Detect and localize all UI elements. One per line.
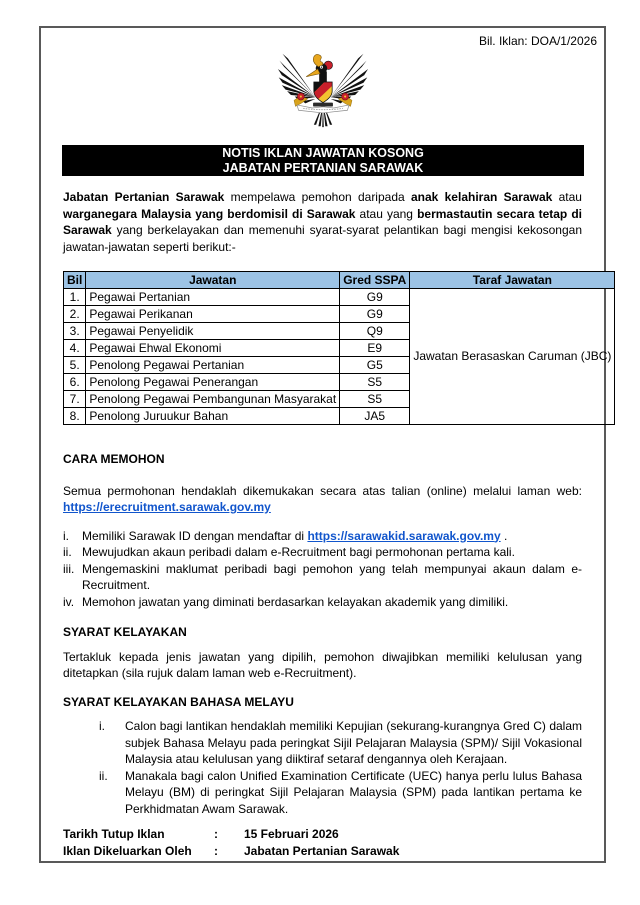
cell-bil: 1. [64, 289, 86, 306]
list-marker: iv. [63, 594, 75, 609]
heading-cara-memohon: CARA MEMOHON [63, 452, 165, 466]
cell-gred: S5 [340, 391, 410, 408]
hyperlink[interactable]: https://erecruitment.sarawak.gov.my [63, 500, 271, 514]
list-item-text: Manakala bagi calon Unified Examination Certificate (UEC) hanya perlu lulus Bahasa Melayu (BM) di peringkat Sijil Pelajaran Malaysia (SPM) pada lantikan pertama ke Perkhidmatan Awam Sarawak. [125, 768, 582, 816]
list-item [63, 561, 582, 594]
intro-paragraph: Jabatan Pertanian Sarawak mempelawa pemohon daripada anak kelahiran Sarawak atau warganegara Malaysia yang berdomisil di Sarawak atau yang bermastautin secara tetap di Sarawak yang berkelayakan dan memenuhi syarat-syarat pelantikan bagi mengisi kekosongan jawatan-jawatan seperti berikut:- [63, 190, 582, 254]
colon-separator: : [214, 843, 218, 858]
cell-bil: 2. [64, 306, 86, 323]
cell-bil: 5. [64, 357, 86, 374]
list-marker: ii. [99, 768, 108, 783]
closing-date-label: Tarikh Tutup Iklan [63, 827, 165, 841]
cara-memohon-paragraph: Semua permohonan hendaklah dikemukakan secara atas talian (online) melalui laman web: https://erecruitment.sarawak.gov.my [63, 483, 582, 514]
closing-date-value: 15 Februari 2026 [244, 827, 339, 841]
cell-jawatan: Penolong Pegawai Penerangan [86, 374, 340, 391]
list-item-text: Mengemaskini maklumat peribadi bagi pemohon yang telah mempunyai akaun dalam e-Recruitment. [82, 561, 582, 592]
sarawak-crest-icon [277, 53, 369, 137]
cell-jawatan: Pegawai Pertanian [86, 289, 340, 306]
advert-number: Bil. Iklan: DOA/1/2026 [478, 34, 597, 48]
cara-memohon-list [63, 528, 582, 611]
cell-gred: G5 [340, 357, 410, 374]
list-marker: ii. [63, 545, 72, 559]
cell-bil: 7. [64, 391, 86, 408]
list-item-text: Memiliki Sarawak ID dengan mendaftar di https://sarawakid.sarawak.gov.my . [82, 528, 508, 543]
table-header-row [64, 272, 615, 289]
cell-bil: 3. [64, 323, 86, 340]
heading-syarat-bahasa-melayu: SYARAT KELAYAKAN BAHASA MELAYU [63, 694, 294, 709]
list-item-text: Memohon jawatan yang diminati berdasarkan kelayakan akademik yang dimiliki. [82, 594, 509, 609]
document-content [41, 189, 612, 859]
notice-title-bar [62, 145, 584, 176]
notice-title-line1: NOTIS IKLAN JAWATAN KOSONG [222, 146, 424, 160]
cell-bil: 8. [64, 408, 86, 425]
list-item [99, 718, 582, 768]
cell-jawatan: Penolong Pegawai Pertanian [86, 357, 340, 374]
column-header-gred: Gred SSPA [340, 272, 410, 289]
hyperlink[interactable]: https://sarawakid.sarawak.gov.my [307, 528, 501, 543]
list-marker: i. [63, 528, 69, 543]
closing-date-row [63, 826, 582, 843]
cell-bil: 4. [64, 340, 86, 357]
colon-separator: : [214, 827, 218, 841]
crest-container [277, 53, 369, 137]
cell-gred: G9 [340, 289, 410, 306]
column-header-jawatan: Jawatan [86, 272, 340, 289]
cell-bil: 6. [64, 374, 86, 391]
issued-by-value: Jabatan Pertanian Sarawak [244, 843, 400, 858]
cell-jawatan: Pegawai Ehwal Ekonomi [86, 340, 340, 357]
notice-title-line2: JABATAN PERTANIAN SARAWAK [222, 160, 424, 175]
issued-by-label: Iklan Dikeluarkan Oleh [63, 843, 192, 858]
cell-taraf-jawatan: Jawatan Berasaskan Caruman (JBC) [410, 289, 615, 425]
list-item [63, 594, 582, 611]
page-border-frame [39, 26, 612, 863]
list-item [99, 768, 582, 818]
list-marker: i. [99, 719, 105, 733]
footer-block [63, 826, 582, 859]
list-marker: iii. [63, 561, 75, 576]
cell-gred: JA5 [340, 408, 410, 425]
cell-gred: Q9 [340, 323, 410, 340]
cell-jawatan: Pegawai Perikanan [86, 306, 340, 323]
vacancy-table [63, 271, 615, 425]
cell-jawatan: Penolong Pegawai Pembangunan Masyarakat [86, 391, 340, 408]
list-item [63, 528, 582, 545]
syarat-kelayakan-paragraph: Tertakluk kepada jenis jawatan yang dipilih, pemohon diwajibkan memiliki kelulusan yang ditetapkan (sila rujuk dalam laman web e-Recruitment). [63, 649, 582, 680]
list-item [63, 544, 582, 561]
issued-by-row [63, 843, 582, 860]
heading-syarat-kelayakan: SYARAT KELAYAKAN [63, 625, 187, 639]
cell-jawatan: Penolong Juruukur Bahan [86, 408, 340, 425]
list-item-text: Mewujudkan akaun peribadi dalam e-Recruitment bagi permohonan pertama kali. [82, 545, 515, 559]
list-item-text: Calon bagi lantikan hendaklah memiliki Kepujian (sekurang-kurangnya Gred C) dalam subjek Bahasa Melayu pada peringkat Sijil Pelajaran Malaysia (SPM)/ Sijil Vokasional Malaysia atau kelulusan yang diiktiraf setaraf dengannya oleh Kerajaan. [125, 719, 582, 766]
bahasa-melayu-list [63, 718, 582, 817]
column-header-taraf: Taraf Jawatan [410, 272, 615, 289]
cell-gred: S5 [340, 374, 410, 391]
table-row [64, 289, 615, 306]
cell-jawatan: Pegawai Penyelidik [86, 323, 340, 340]
cell-gred: G9 [340, 306, 410, 323]
cell-gred: E9 [340, 340, 410, 357]
column-header-bil: Bil [64, 272, 86, 289]
